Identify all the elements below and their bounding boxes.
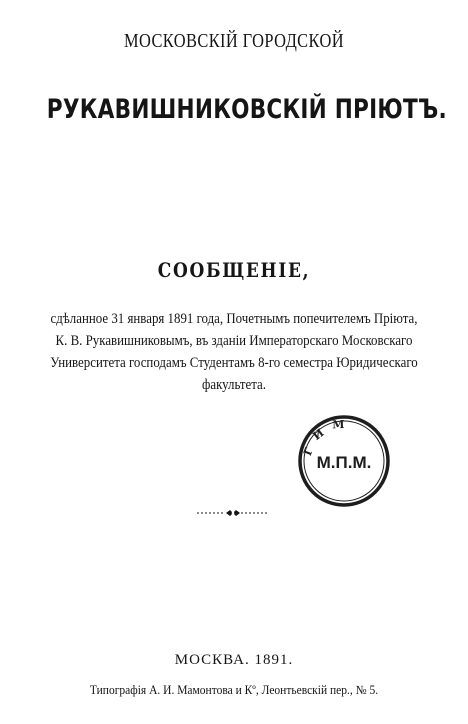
body-line-3: Университета господамъ Студентамъ 8-го семестра Юридическаго: [50, 355, 418, 371]
body-line-4: факультета.: [201, 377, 266, 393]
organization-line: МОСКОВСКІЙ ГОРОДСКОЙ: [124, 30, 344, 52]
ornamental-divider: [195, 508, 271, 518]
body-line-2: К. В. Рукавишниковымъ, въ зданіи Императорскаго Московскаго: [55, 333, 413, 349]
document-title: РУКАВИШНИКОВСКІЙ ПРІЮТЪ.: [46, 94, 447, 125]
stamp-ring-text: ГИМ: [300, 417, 354, 458]
stamp-center-text: М.П.М.: [316, 453, 372, 472]
city-year: МОСКВА. 1891.: [174, 652, 294, 668]
printer-imprint: Типографія А. И. Мамонтова и Кº, Леонтьевскій пер., № 5.: [89, 683, 379, 697]
section-heading: СООБЩЕНІЕ,: [157, 258, 311, 282]
body-line-1: сдѣланное 31 января 1891 года, Почетнымъ попечителемъ Пріюта,: [50, 311, 418, 327]
library-stamp: [296, 413, 392, 509]
